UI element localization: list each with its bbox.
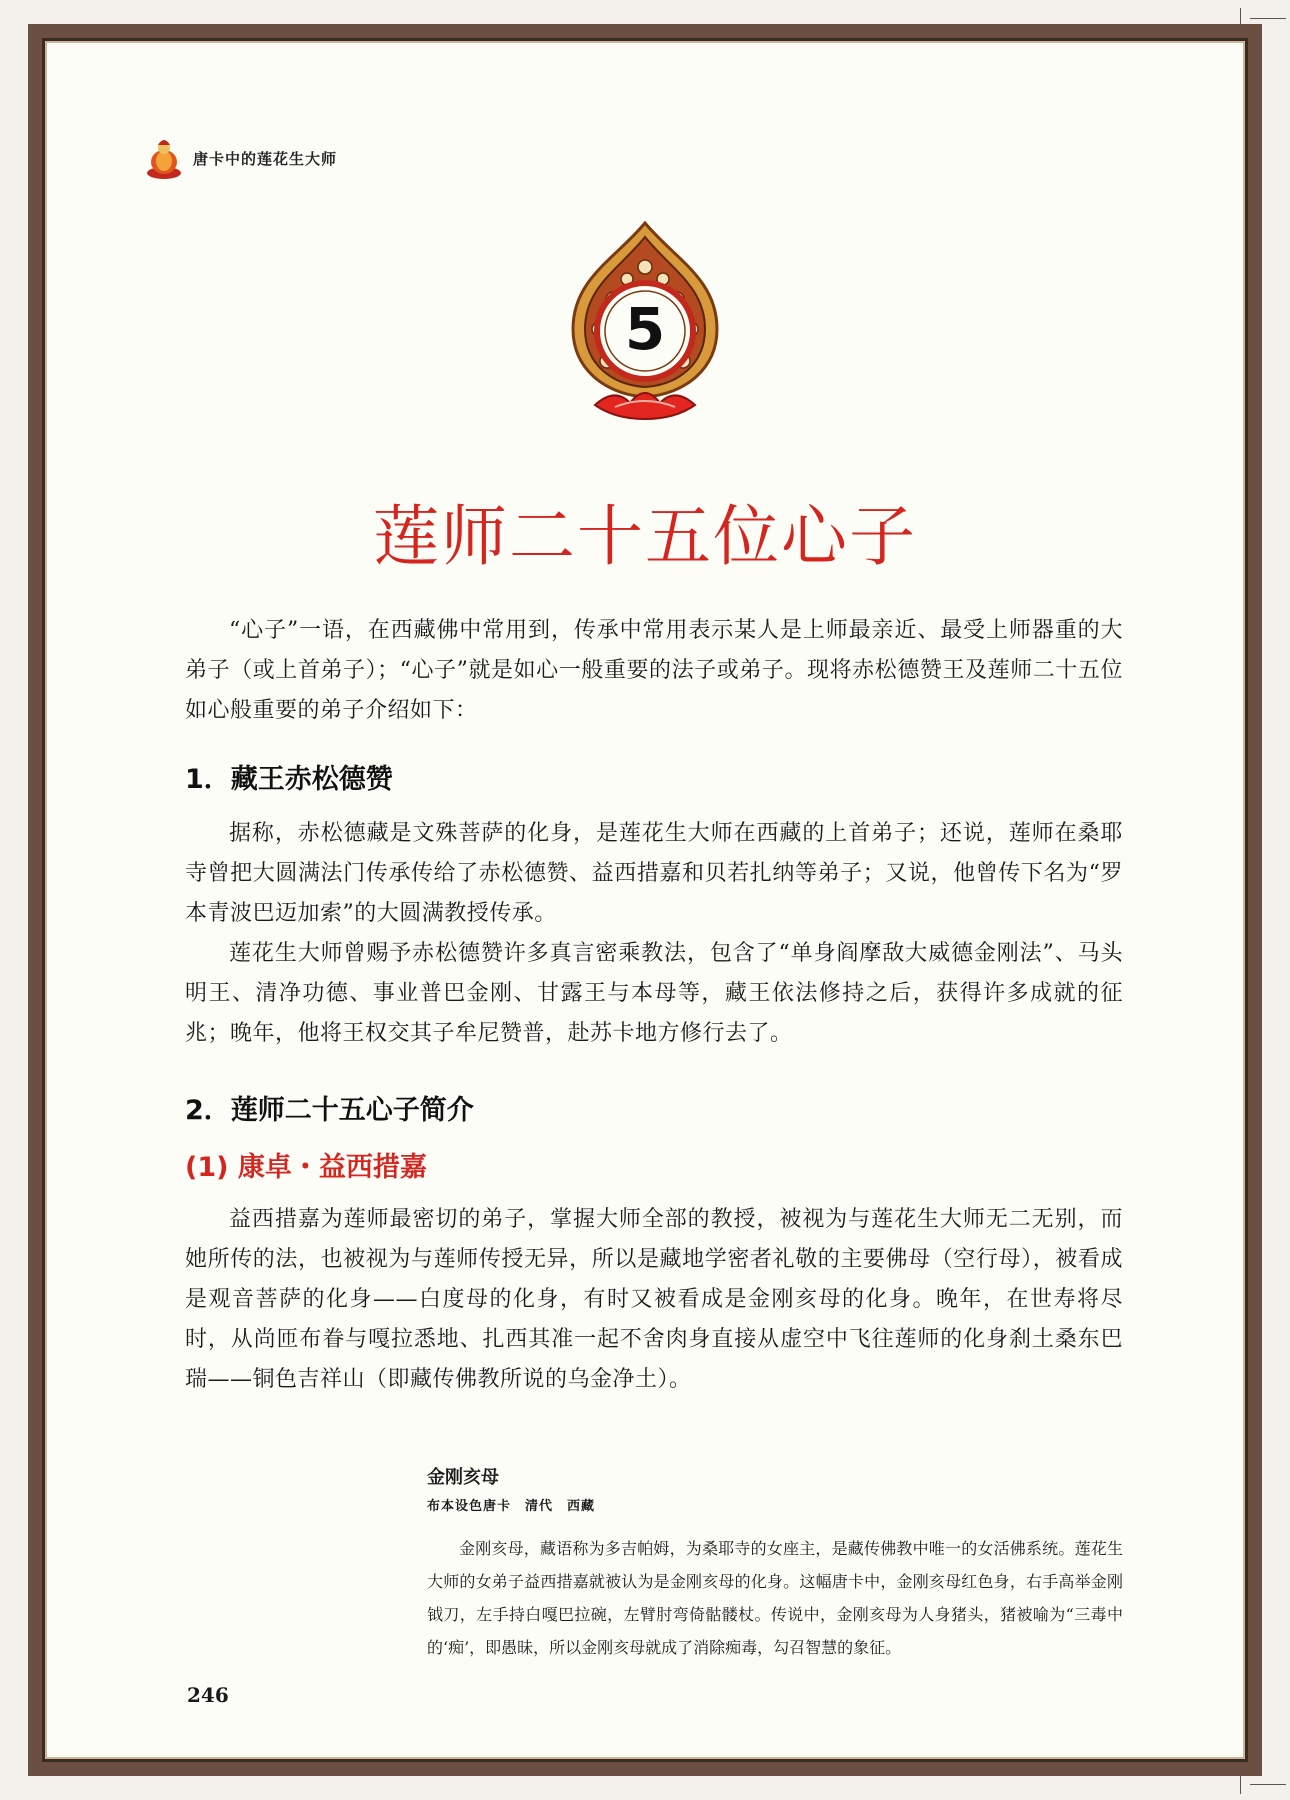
crop-mark — [1250, 1784, 1286, 1785]
running-head-title: 唐卡中的莲花生大师 — [193, 149, 338, 168]
page-frame-inner — [42, 38, 1248, 1762]
main-text — [185, 611, 1123, 1400]
book-page — [45, 41, 1245, 1759]
page-frame — [28, 24, 1262, 1776]
body-paragraph: 莲花生大师曾赐予赤松德赞许多真言密乘教法，包含了“单身阎摩敌大威德金刚法”、马头明王、清净功德、事业普巴金刚、甘露王与本母等，藏王依法修持之后，获得许多成就的征兆；晚年，他将王权交其子牟尼赞普，赴苏卡地方修行去了。 — [185, 941, 1123, 1046]
section-heading: 1．藏王赤松德赞 — [185, 764, 393, 795]
figure-caption — [427, 1463, 1123, 1664]
section-heading: 2．莲师二十五心子简介 — [185, 1095, 474, 1126]
chapter-number: 5 — [624, 295, 666, 363]
running-head — [145, 135, 337, 181]
chapter-emblem — [555, 219, 735, 429]
sub-heading: (1) 康卓・益西措嘉 — [185, 1152, 427, 1183]
crop-mark — [1250, 18, 1286, 19]
chapter-title: 莲师二十五位心子 — [373, 498, 917, 575]
intro-paragraph: “心子”一语，在西藏佛中常用到，传承中常用表示某人是上师最亲近、最受上师器重的大弟子（或上首弟子）；“心子”就是如心一般重要的法子或弟子。现将赤松德赞王及莲师二十五位如心般重要的弟子介绍如下： — [185, 618, 1123, 723]
body-paragraph: 据称，赤松德藏是文殊菩萨的化身，是莲花生大师在西藏的上首弟子；还说，莲师在桑耶寺曾把大圆满法门传承传给了赤松德赞、益西措嘉和贝若扎纳等弟子；又说，他曾传下名为“罗本青波巴迈加索”的大圆满教授传承。 — [185, 821, 1123, 926]
caption-title: 金刚亥母 — [427, 1467, 499, 1488]
caption-body: 金刚亥母，藏语称为多吉帕姆，为桑耶寺的女座主，是藏传佛教中唯一的女活佛系统。莲花生大师的女弟子益西措嘉就被认为是金刚亥母的化身。这幅唐卡中，金刚亥母红色身，右手高举金刚钺刀，左手持白嘎巴拉碗，左臂肘弯倚骷髅杖。传说中，金刚亥母为人身猪头，猪被喻为“三毒中的‘痴’，即愚昧，所以金刚亥母就成了消除痴毒，勾召智慧的象征。 — [427, 1539, 1123, 1657]
page-number: 246 — [187, 1683, 229, 1707]
buddha-icon — [145, 135, 183, 181]
caption-subtitle: 布本设色唐卡 清代 西藏 — [427, 1499, 596, 1514]
body-paragraph: 益西措嘉为莲师最密切的弟子，掌握大师全部的教授，被视为与莲花生大师无二无别，而她所传的法，也被视为与莲师传授无异，所以是藏地学密者礼敬的主要佛母（空行母），被看成是观音菩萨的化身——白度母的化身，有时又被看成是金刚亥母的化身。晚年，在世寿将尽时，从尚匝布眷与嘎拉悉地、扎西其准一起不舍肉身直接从虚空中飞往莲师的化身刹土桑东巴瑞——铜色吉祥山（即藏传佛教所说的乌金净土）。 — [185, 1207, 1123, 1392]
